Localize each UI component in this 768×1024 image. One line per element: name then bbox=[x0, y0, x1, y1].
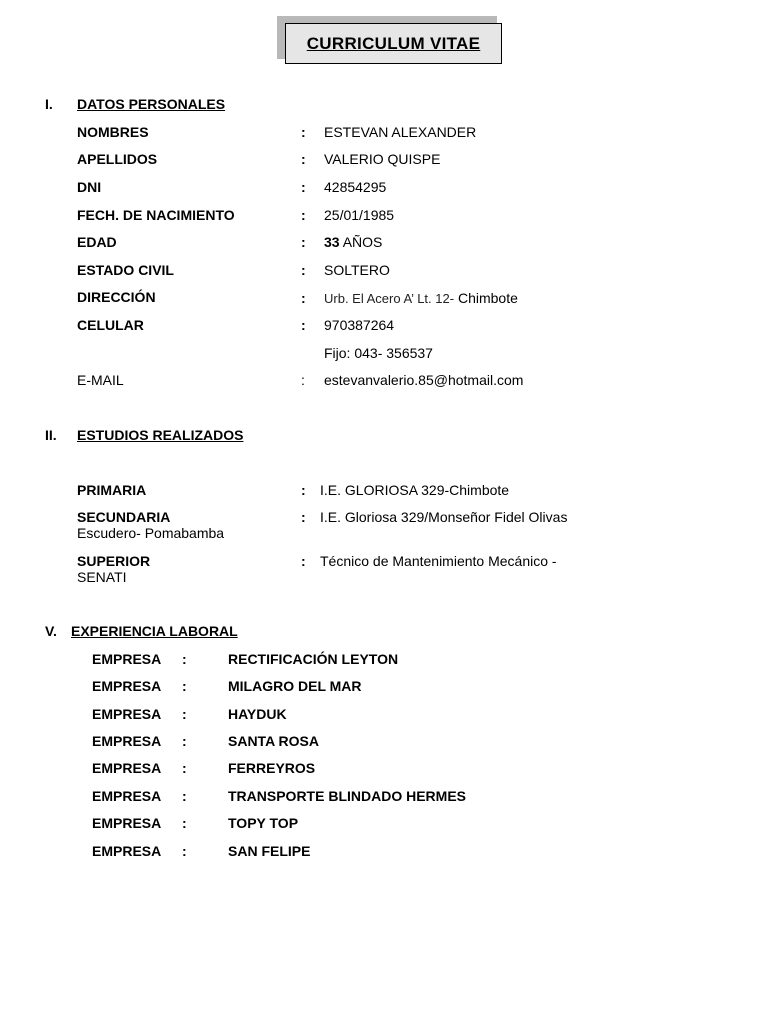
section-3-title: EXPERIENCIA LABORAL bbox=[71, 623, 238, 639]
colon: : bbox=[182, 651, 187, 667]
value-fecha-nacimiento: 25/01/1985 bbox=[324, 207, 395, 223]
value-empresa: TRANSPORTE BLINDADO HERMES bbox=[228, 788, 467, 804]
section-1-title: DATOS PERSONALES bbox=[77, 96, 226, 112]
label-empresa: EMPRESA bbox=[92, 651, 162, 667]
value-apellidos: VALERIO QUISPE bbox=[324, 151, 441, 167]
section-1-number: I. bbox=[45, 96, 53, 112]
value-empresa: HAYDUK bbox=[228, 706, 287, 722]
colon: : bbox=[301, 124, 306, 140]
colon: : bbox=[301, 553, 306, 569]
title-box bbox=[285, 23, 502, 64]
label-dni: DNI bbox=[77, 179, 102, 195]
value-superior-continued: SENATI bbox=[77, 569, 127, 585]
colon: : bbox=[182, 760, 187, 776]
value-empresa: SAN FELIPE bbox=[228, 843, 311, 859]
value-primaria: I.E. GLORIOSA 329-Chimbote bbox=[320, 482, 510, 498]
value-direccion-street: Urb. El Acero A’ Lt. 12- bbox=[324, 291, 455, 306]
value-edad bbox=[324, 234, 382, 250]
value-celular: 970387264 bbox=[324, 317, 395, 333]
colon: : bbox=[182, 733, 187, 749]
colon: : bbox=[301, 179, 306, 195]
label-empresa: EMPRESA bbox=[92, 760, 162, 776]
colon: : bbox=[182, 678, 187, 694]
label-empresa: EMPRESA bbox=[92, 843, 162, 859]
colon: : bbox=[301, 207, 306, 223]
colon: : bbox=[301, 262, 306, 278]
value-superior: Técnico de Mantenimiento Mecánico - bbox=[320, 553, 557, 569]
value-edad-number: 33 bbox=[324, 234, 340, 250]
colon: : bbox=[301, 482, 306, 498]
value-empresa: SANTA ROSA bbox=[228, 733, 319, 749]
value-empresa: RECTIFICACIÓN LEYTON bbox=[228, 651, 399, 667]
value-estado-civil: SOLTERO bbox=[324, 262, 390, 278]
value-secundaria: I.E. Gloriosa 329/Monseñor Fidel Olivas bbox=[320, 509, 568, 525]
value-empresa: MILAGRO DEL MAR bbox=[228, 678, 362, 694]
section-2-title: ESTUDIOS REALIZADOS bbox=[77, 427, 244, 443]
label-celular: CELULAR bbox=[77, 317, 144, 333]
label-edad: EDAD bbox=[77, 234, 117, 250]
value-direccion-city: Chimbote bbox=[454, 290, 518, 306]
label-estado-civil: ESTADO CIVIL bbox=[77, 262, 174, 278]
value-empresa: TOPY TOP bbox=[228, 815, 299, 831]
label-email: E-MAIL bbox=[77, 372, 124, 388]
colon: : bbox=[301, 234, 306, 250]
colon: : bbox=[301, 290, 306, 306]
colon: : bbox=[301, 317, 306, 333]
value-empresa: FERREYROS bbox=[228, 760, 316, 776]
label-empresa: EMPRESA bbox=[92, 706, 162, 722]
colon: : bbox=[182, 815, 187, 831]
colon: : bbox=[301, 151, 306, 167]
section-2-number: II. bbox=[45, 427, 57, 443]
document-title: CURRICULUM VITAE bbox=[306, 34, 481, 53]
label-apellidos: APELLIDOS bbox=[77, 151, 158, 167]
colon: : bbox=[182, 788, 187, 804]
label-empresa: EMPRESA bbox=[92, 788, 162, 804]
colon: : bbox=[301, 372, 305, 388]
value-direccion bbox=[324, 290, 518, 306]
label-secundaria: SECUNDARIA bbox=[77, 509, 171, 525]
colon: : bbox=[301, 509, 306, 525]
value-secundaria-continued: Escudero- Pomabamba bbox=[77, 525, 225, 541]
value-email: estevanvalerio.85@hotmail.com bbox=[324, 372, 524, 388]
value-dni: 42854295 bbox=[324, 179, 387, 195]
label-empresa: EMPRESA bbox=[92, 733, 162, 749]
label-direccion: DIRECCIÓN bbox=[77, 289, 156, 305]
value-nombres: ESTEVAN ALEXANDER bbox=[324, 124, 477, 140]
label-nombres: NOMBRES bbox=[77, 124, 149, 140]
label-primaria: PRIMARIA bbox=[77, 482, 147, 498]
label-superior: SUPERIOR bbox=[77, 553, 151, 569]
label-empresa: EMPRESA bbox=[92, 815, 162, 831]
section-3-number: V. bbox=[45, 623, 57, 639]
value-edad-unit: AÑOS bbox=[339, 234, 383, 250]
label-empresa: EMPRESA bbox=[92, 678, 162, 694]
colon: : bbox=[182, 706, 187, 722]
value-fijo: Fijo: 043- 356537 bbox=[324, 345, 433, 361]
label-fecha-nacimiento: FECH. DE NACIMIENTO bbox=[77, 207, 235, 223]
colon: : bbox=[182, 843, 187, 859]
